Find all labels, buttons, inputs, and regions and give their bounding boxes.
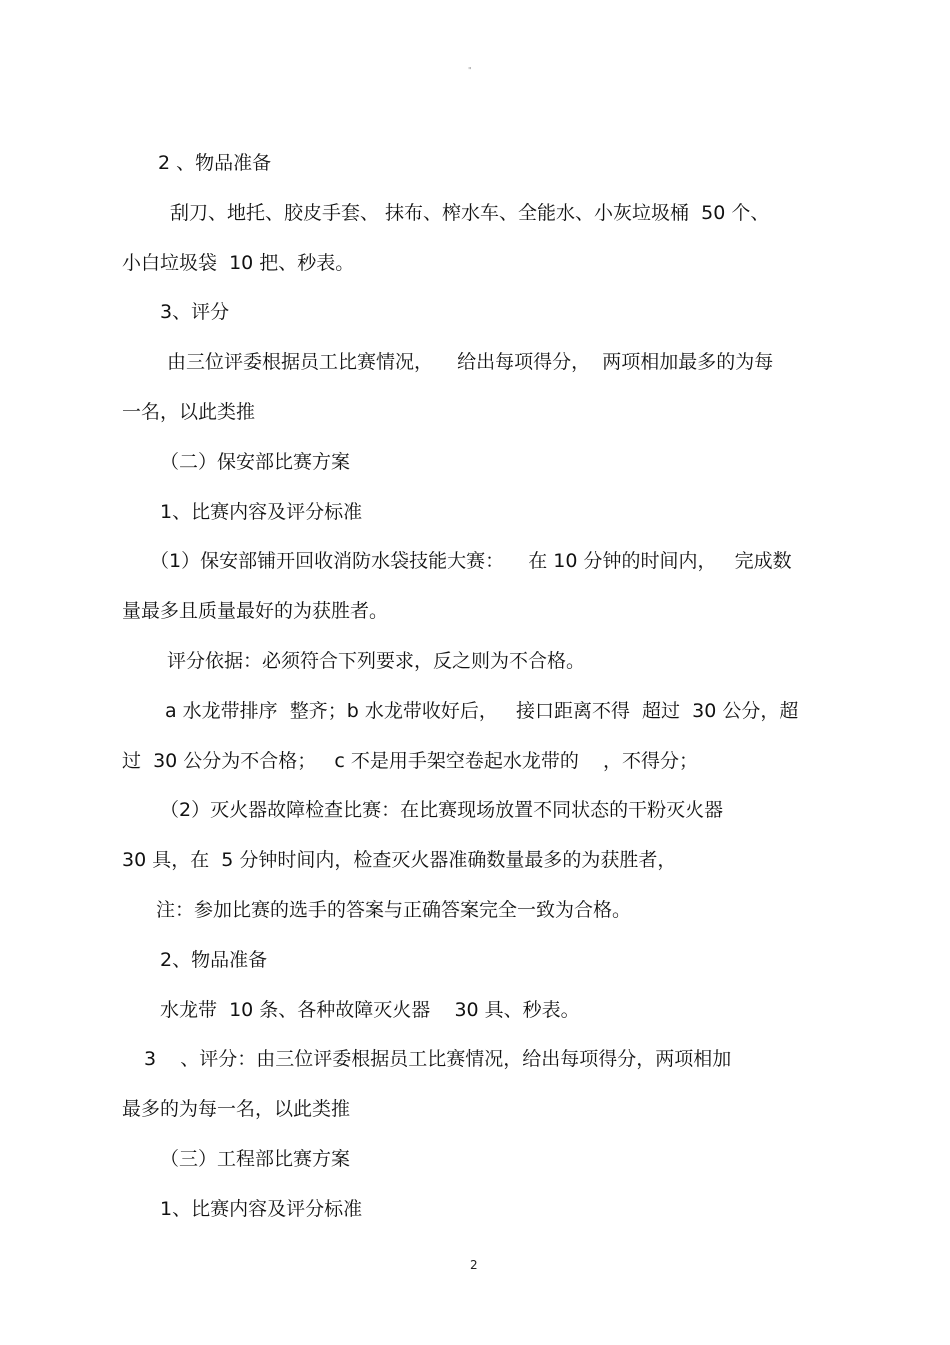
text-line-8: 1、比赛内容及评分标准: [160, 501, 363, 523]
text-line-3: 小白垃圾袋 10 把、秒表。: [122, 252, 355, 274]
text-line-16: 注：参加比赛的选手的答案与正确答案完全一致为合格。: [156, 899, 632, 921]
header-mark: ": [468, 66, 472, 75]
text-line-10: 量最多且质量最好的为获胜者。: [122, 600, 389, 622]
text-line-21: （三）工程部比赛方案: [160, 1148, 351, 1170]
text-line-6: 一名，以此类推: [122, 401, 256, 423]
text-line-20: 最多的为每一名，以此类推: [122, 1098, 351, 1120]
text-line-15: 30 具，在 5 分钟时间内，检查灭火器准确数量最多的为获胜者，: [122, 849, 677, 871]
page-number: 2: [470, 1258, 478, 1272]
text-line-2: 刮刀、地托、胶皮手套、 抹布、榨水车、全能水、小灰垃圾桶 50 个、: [170, 202, 770, 224]
text-line-5: 由三位评委根据员工比赛情况， 给出每项得分， 两项相加最多的为每: [167, 351, 774, 373]
text-line-17: 2、物品准备: [160, 949, 268, 971]
text-line-13: 过 30 公分为不合格； c 不是用手架空卷起水龙带的 ，不得分；: [122, 750, 699, 772]
text-line-12: a 水龙带排序 整齐；b 水龙带收好后， 接口距离不得 超过 30 公分，超: [165, 700, 799, 722]
text-line-7: （二）保安部比赛方案: [160, 451, 351, 473]
text-line-14: （2）灭火器故障检查比赛：在比赛现场放置不同状态的干粉灭火器: [160, 799, 724, 821]
text-line-22: 1、比赛内容及评分标准: [160, 1198, 363, 1220]
text-line-19: 3 、评分：由三位评委根据员工比赛情况，给出每项得分，两项相加: [144, 1048, 732, 1070]
text-line-11: 评分依据：必须符合下列要求，反之则为不合格。: [167, 650, 586, 672]
text-line-9: （1）保安部铺开回收消防水袋技能大赛： 在 10 分钟的时间内， 完成数: [150, 550, 792, 572]
text-line-4: 3、评分: [160, 301, 230, 323]
text-line-18: 水龙带 10 条、各种故障灭火器 30 具、秒表。: [160, 999, 580, 1021]
text-line-1: 2 、物品准备: [158, 152, 272, 174]
